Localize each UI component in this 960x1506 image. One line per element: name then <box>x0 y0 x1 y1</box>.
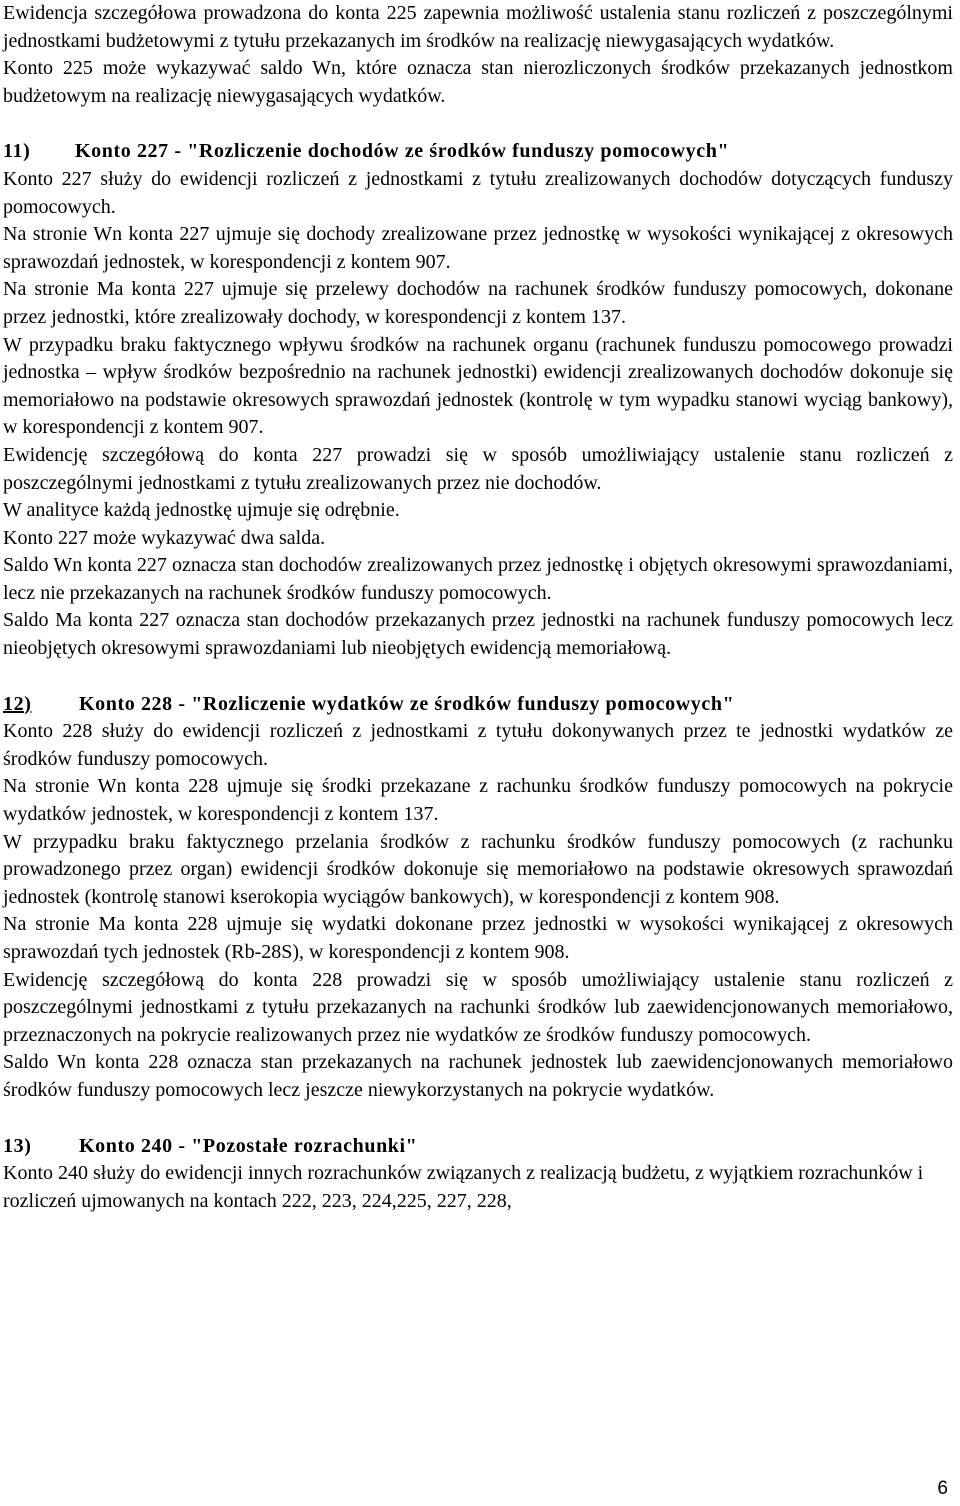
page-number: 6 <box>937 1478 948 1499</box>
document-page <box>3 0 953 1215</box>
section-11-paragraph-1: Konto 227 służy do ewidencji rozliczeń z jednostkami z tytułu zrealizowanych dochodów dotyczących funduszy pomocowych. <box>3 167 953 218</box>
section-11-paragraph-5: Ewidencję szczegółową do konta 227 prowadzi się w sposób umożliwiający ustalenie stanu rozliczeń z poszczególnymi jednostkami z tytułu zrealizowanych przez nie dochodów. <box>3 443 953 494</box>
section-11-heading <box>3 138 953 166</box>
section-12-heading <box>3 691 953 719</box>
section-11-paragraph-8: Saldo Wn konta 227 oznacza stan dochodów zrealizowanych przez jednostkę i objętych okresowymi sprawozdaniami, lecz nie przekazanych na rachunek środków funduszy pomocowych. <box>3 554 953 604</box>
section-13-title: Konto 240 - "Pozostałe rozrachunki" <box>79 1134 418 1157</box>
section-12-paragraph-5: Ewidencję szczegółową do konta 228 prowadzi się w sposób umożliwiający ustalenie stanu rozliczeń z poszczególnymi jednostkami z tytułu przekazanych na rachunki środków lub zaewidencjonowanych memoriałowo, przeznaczonych na pokrycie realizowanych przez nie wydatków ze środków funduszy pomocowych. <box>3 968 953 1046</box>
section-12-paragraph-4: Na stronie Ma konta 228 ujmuje się wydatki dokonane przez jednostki w wysokości wynikającej z okresowych sprawozdań tych jednostek (Rb-28S), w korespondencji z kontem 908. <box>3 913 953 963</box>
intro-paragraph-1: Ewidencja szczegółowa prowadzona do konta 225 zapewnia możliwość ustalenia stanu rozliczeń z poszczególnymi jednostkami budżetowymi z tytułu przekazanych im środków na realizację niewygasających wydatków. <box>3 2 953 52</box>
section-11-title: Konto 227 - "Rozliczenie dochodów ze środków funduszy pomocowych" <box>75 140 730 163</box>
section-gap <box>3 110 953 138</box>
intro-paragraph-2: Konto 225 może wykazywać saldo Wn, które oznacza stan nierozliczonych środków przekazanych jednostkom budżetowym na realizację niewygasających wydatków. <box>3 57 953 107</box>
section-13-number: 13) <box>3 1134 32 1157</box>
section-13-paragraph-1: Konto 240 służy do ewidencji innych rozrachunków związanych z realizacją budżetu, z wyjątkiem rozrachunków i rozliczeń ujmowanych na kontach 222, 223, 224,225, 227, 228, <box>3 1162 924 1212</box>
section-12-paragraph-2: Na stronie Wn konta 228 ujmuje się środki przekazane z rachunku środków funduszy pomocowych na pokrycie wydatków jednostek, w korespondencji z kontem 137. <box>3 775 953 826</box>
section-12-paragraph-1: Konto 228 służy do ewidencji rozliczeń z jednostkami z tytułu dokonywanych przez te jednostki wydatków ze środków funduszy pomocowych. <box>3 720 953 770</box>
section-gap <box>3 1105 953 1133</box>
section-11-paragraph-4: W przypadku braku faktycznego wpływu środków na rachunek organu (rachunek funduszu pomocowego prowadzi jednostka – wpływ środków bezpośrednio na rachunek jednostki) ewidencji zrealizowanych dochodów dokonuje się memoriałowo na podstawie okresowych sprawozdań jednostek (kontrolę w tym wypadku stanowi wyciąg bankowy), w korespondencji z kontem 907. <box>3 333 953 439</box>
section-12-paragraph-6: Saldo Wn konta 228 oznacza stan przekazanych na rachunek jednostek lub zaewidencjonowanych memoriałowo środków funduszy pomocowych lecz jeszcze niewykorzystanych na pokrycie wydatków. <box>3 1051 953 1101</box>
section-11-paragraph-2: Na stronie Wn konta 227 ujmuje się dochody zrealizowane przez jednostkę w wysokości wynikającej z okresowych sprawozdań jednostek, w korespondencji z kontem 907. <box>3 223 953 273</box>
section-12-number: 12) <box>3 692 32 715</box>
section-11-paragraph-9: Saldo Ma konta 227 oznacza stan dochodów przekazanych przez jednostki na rachunek funduszy pomocowych lecz nieobjętych okresowymi sprawozdaniami lub nieobjętych ewidencją memoriałową. <box>3 609 953 660</box>
section-11-paragraph-6: W analityce każdą jednostkę ujmuje się odrębnie. <box>3 499 400 522</box>
section-12-paragraph-3: W przypadku braku faktycznego przelania środków z rachunku środków funduszy pomocowych (z rachunku prowadzonego przez organ) ewidencji środków dokonuje się memoriałowo na podstawie okresowych sprawozdań jednostek (kontrolę stanowi kserokopia wyciągów bankowych), w korespondencji z kontem 908. <box>3 830 953 908</box>
section-13-heading <box>3 1133 953 1161</box>
section-11-paragraph-7: Konto 227 może wykazywać dwa salda. <box>3 526 326 549</box>
section-12-title: Konto 228 - "Rozliczenie wydatków ze środków funduszy pomocowych" <box>79 692 735 715</box>
section-11-number: 11) <box>3 140 31 163</box>
section-11-paragraph-3: Na stronie Ma konta 227 ujmuje się przelewy dochodów na rachunek środków funduszy pomocowych, dokonane przez jednostki, które zrealizowały dochody, w korespondencji z kontem 137. <box>3 278 953 328</box>
section-gap <box>3 663 953 691</box>
